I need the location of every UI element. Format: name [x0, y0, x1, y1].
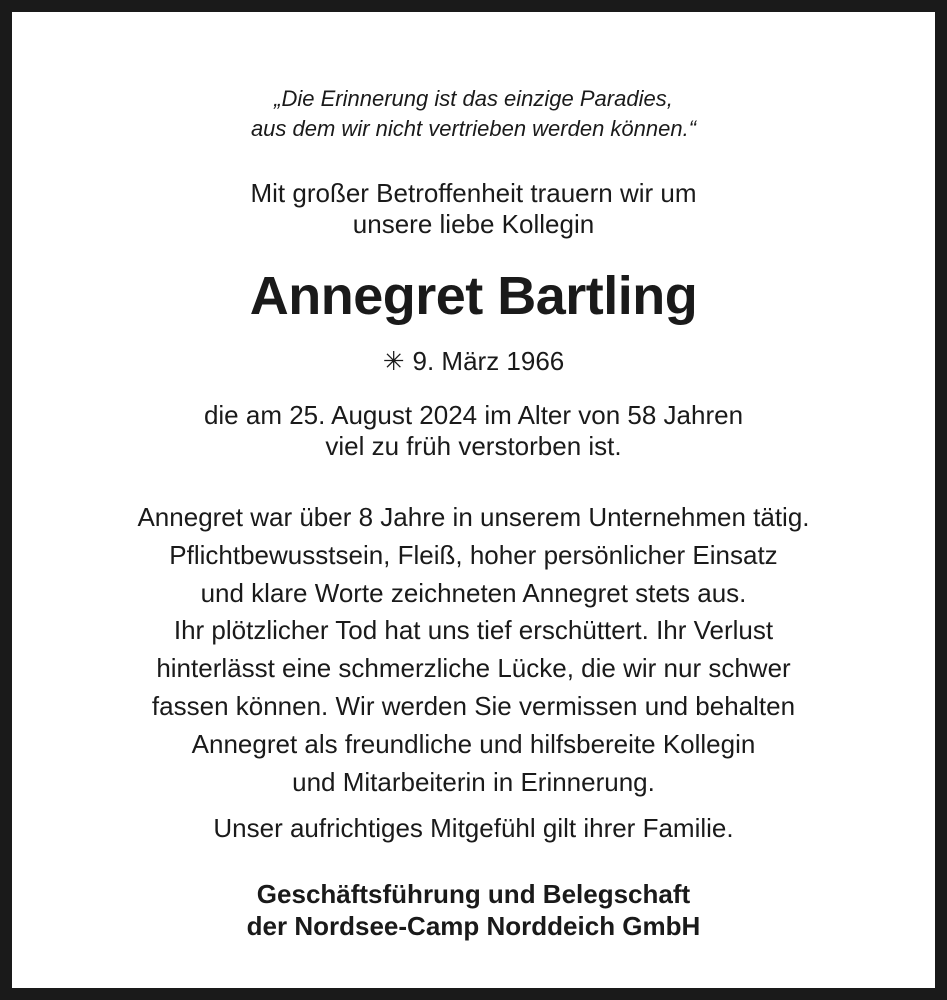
- tribute-paragraph-2: [24, 611, 923, 801]
- intro-text: [24, 178, 923, 240]
- tribute-line: und Mitarbeiterin in Erinnerung.: [292, 767, 655, 797]
- birth-star-icon: ✳: [382, 346, 405, 376]
- quote: [24, 84, 923, 144]
- death-line: viel zu früh verstorben ist.: [325, 431, 622, 461]
- tribute-line: und klare Worte zeichneten Annegret stets aus.: [200, 578, 747, 608]
- tribute-line: Annegret war über 8 Jahre in unserem Unternehmen tätig.: [137, 502, 810, 532]
- quote-line: „Die Erinnerung ist das einzige Paradies,: [274, 86, 673, 111]
- signature-line: der Nordsee-Camp Norddeich GmbH: [246, 911, 701, 941]
- tribute-paragraph-1: [24, 498, 923, 612]
- tribute-line: Annegret als freundliche und hilfsbereite Kollegin: [191, 729, 756, 759]
- death-line: die am 25. August 2024 im Alter von 58 Jahren: [203, 400, 744, 430]
- intro-line: unsere liebe Kollegin: [352, 209, 595, 239]
- tribute-line: fassen können. Wir werden Sie vermissen und behalten: [151, 691, 796, 721]
- tribute-line: hinterlässt eine schmerzliche Lücke, die wir nur schwer: [156, 653, 791, 683]
- tribute-line: Pflichtbewusstsein, Fleiß, hoher persönlicher Einsatz: [169, 540, 778, 570]
- deceased-name: Annegret Bartling: [249, 266, 698, 326]
- tribute-line: Ihr plötzlicher Tod hat uns tief erschüttert. Ihr Verlust: [173, 615, 774, 645]
- birth-date-line: [24, 345, 923, 377]
- intro-line: Mit großer Betroffenheit trauern wir um: [250, 178, 697, 208]
- quote-line: aus dem wir nicht vertrieben werden können.“: [250, 116, 697, 141]
- death-notice: [24, 400, 923, 462]
- birth-date: 9. März 1966: [412, 346, 565, 376]
- signature: [24, 878, 923, 942]
- signature-line: Geschäftsführung und Belegschaft: [256, 879, 691, 909]
- condolence-line: Unser aufrichtiges Mitgefühl gilt ihrer Familie.: [213, 813, 734, 843]
